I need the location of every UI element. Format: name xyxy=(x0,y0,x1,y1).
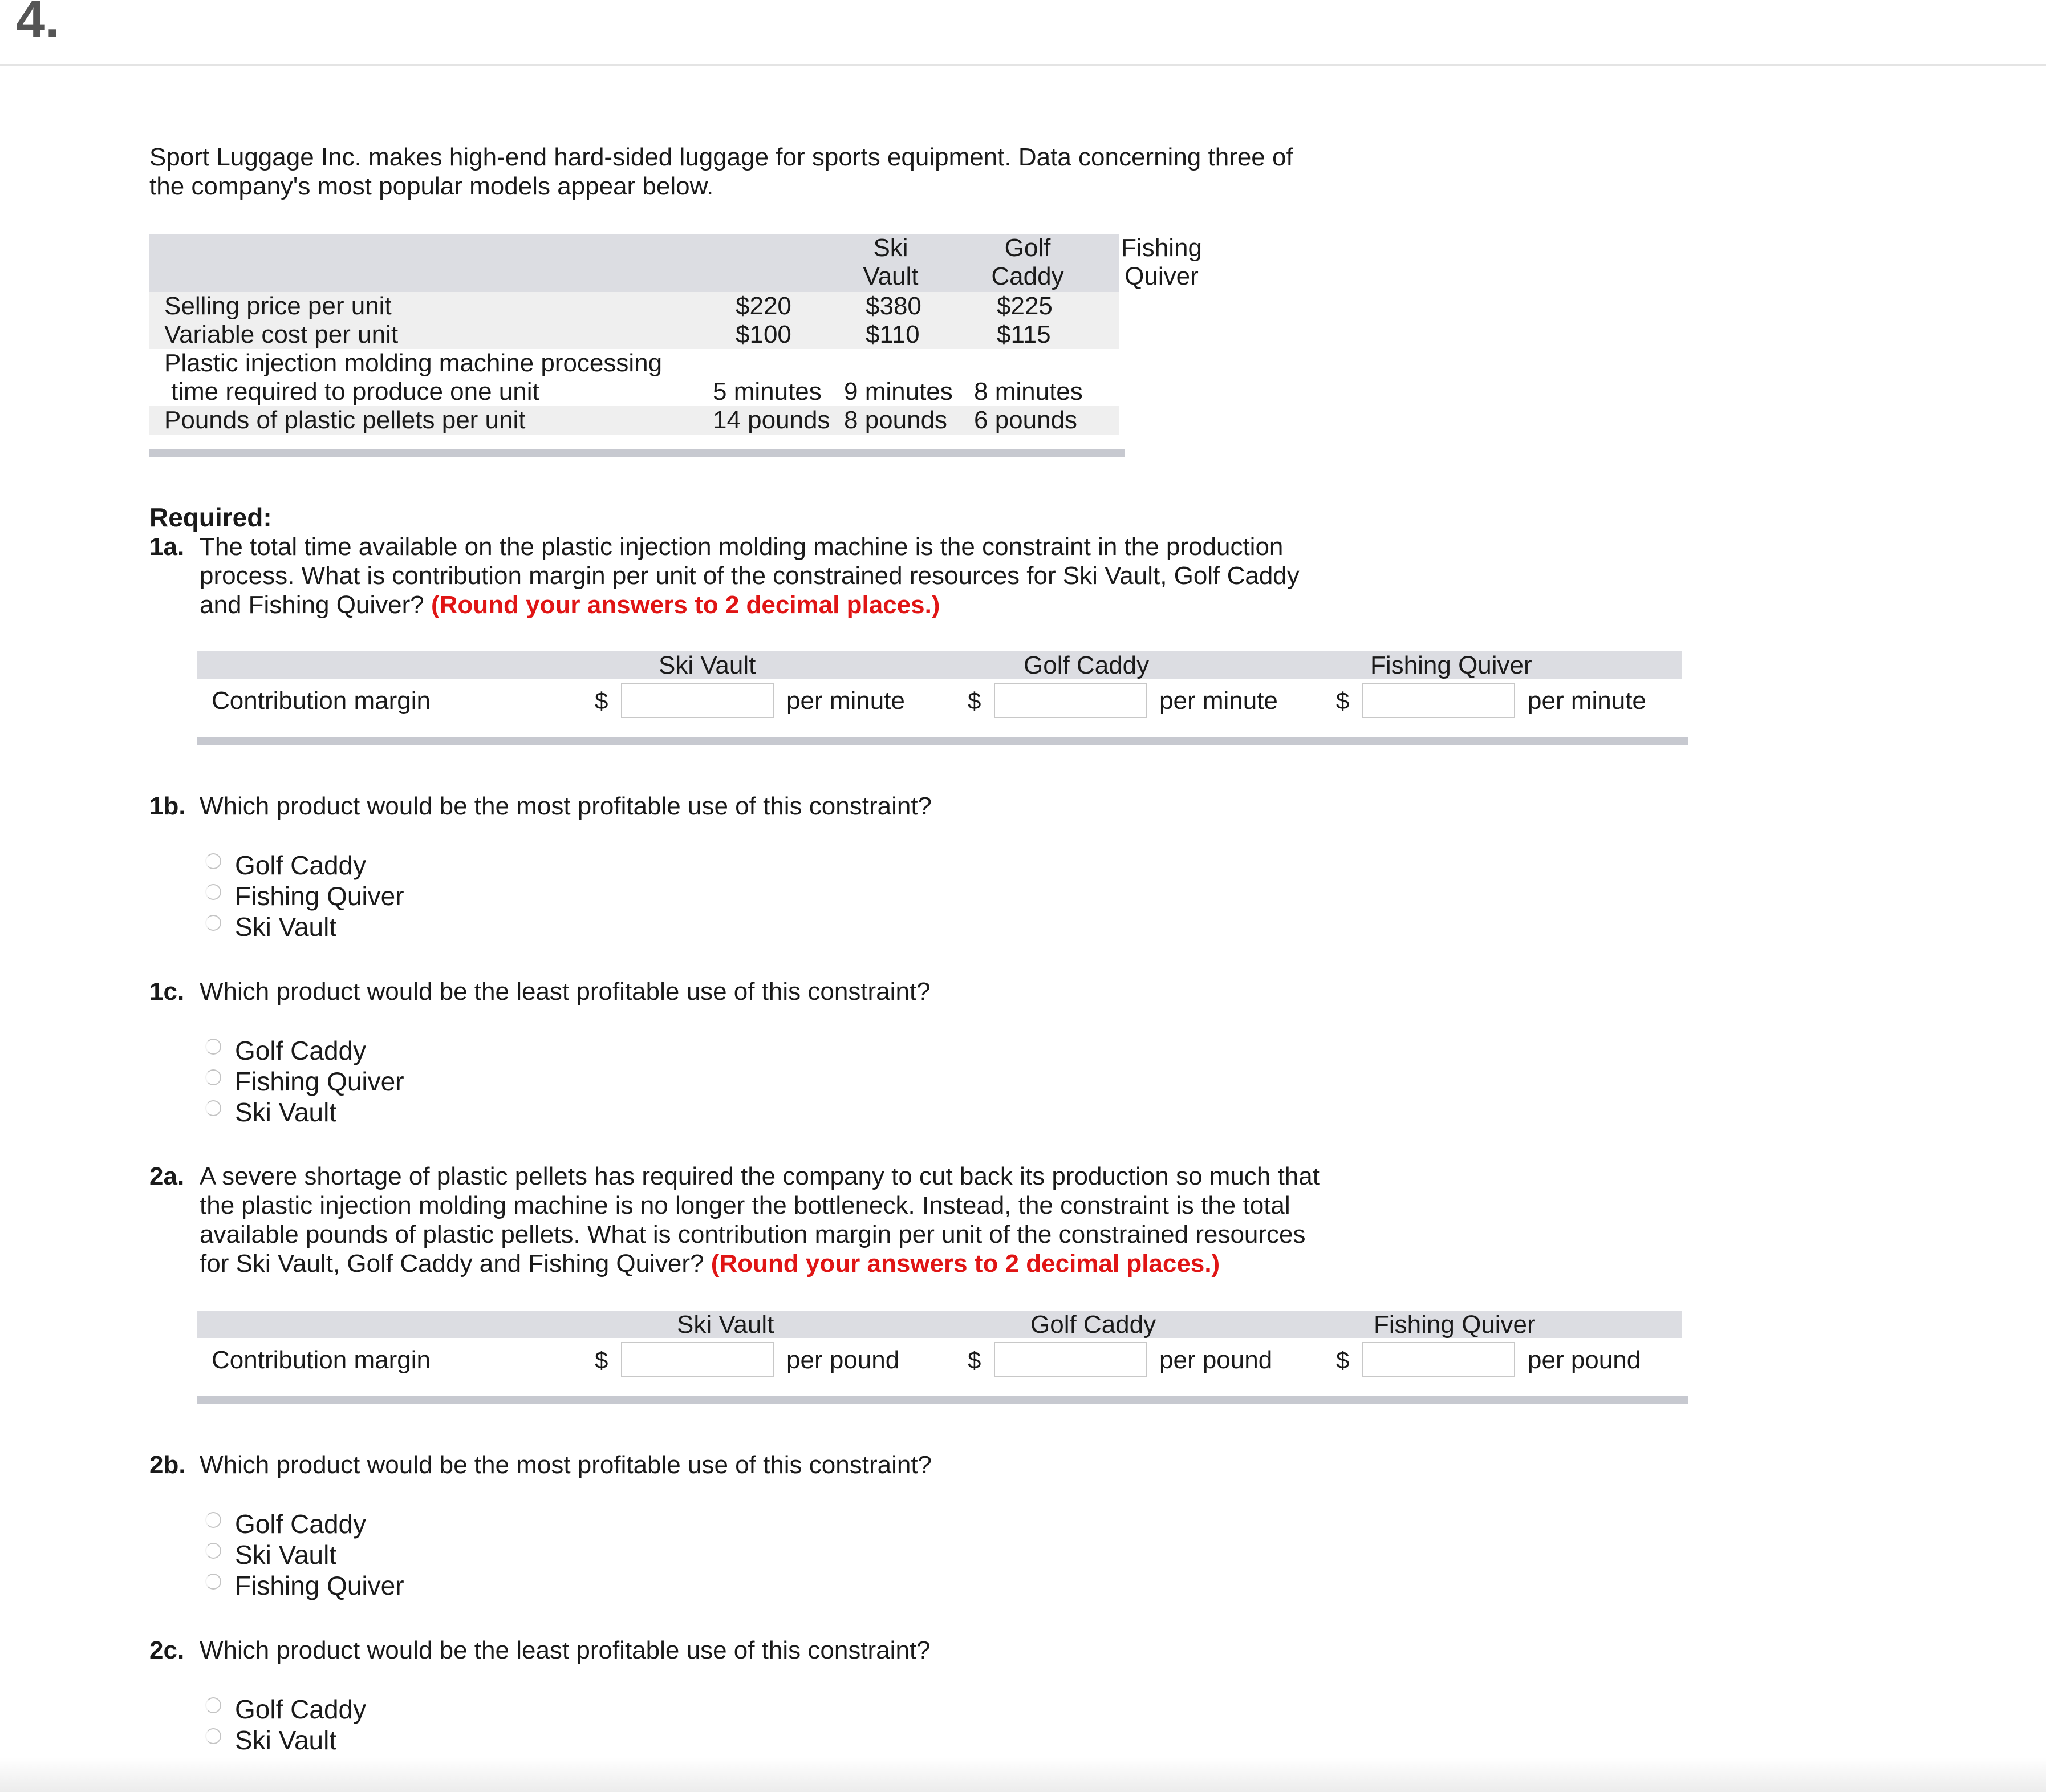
answer-header-fishing-quiver: Fishing Quiver xyxy=(1374,1311,1536,1339)
table-cell: 14 pounds xyxy=(713,406,830,434)
currency-symbol: $ xyxy=(595,1347,608,1373)
column-header-ski-vault: Ski Vault xyxy=(863,234,919,290)
required-heading: Required: xyxy=(149,502,272,532)
unit-label: per minute xyxy=(786,687,905,715)
row-label: Pounds of plastic pellets per unit xyxy=(164,406,526,434)
answer-bottom-bar xyxy=(197,737,1688,745)
table-cell: 6 pounds xyxy=(974,406,1078,434)
question-1c xyxy=(149,977,1432,1006)
radio-option[interactable]: Ski Vault xyxy=(205,1097,404,1128)
header-divider xyxy=(0,64,2046,66)
radio-group-1c xyxy=(205,1035,404,1128)
question-text: Which product would be the most profitable use of this constraint? xyxy=(200,792,932,820)
radio-group-1b xyxy=(205,850,404,942)
question-text: process. What is contribution margin per unit of the constrained resources for Ski Vault, Golf Caddy xyxy=(200,562,1300,590)
question-label: 2a. xyxy=(149,1162,185,1190)
golf-caddy-cm-per-minute-input[interactable] xyxy=(994,683,1147,718)
answer-header-ski-vault: Ski Vault xyxy=(659,651,756,679)
question-1b xyxy=(149,792,1432,821)
table-cell: 5 minutes xyxy=(713,378,822,406)
radio-option[interactable]: Golf Caddy xyxy=(205,1035,404,1066)
unit-label: per pound xyxy=(1159,1346,1273,1374)
radio-option[interactable]: Fishing Quiver xyxy=(205,881,404,911)
question-text: Which product would be the most profitable use of this constraint? xyxy=(200,1451,932,1479)
row-label: time required to produce one unit xyxy=(171,378,539,406)
fishing-quiver-cm-per-minute-input[interactable] xyxy=(1362,683,1515,718)
radio-button-icon[interactable] xyxy=(205,1512,221,1528)
unit-label: per pound xyxy=(786,1346,900,1374)
question-label: 1b. xyxy=(149,792,186,820)
table-cell: $115 xyxy=(997,321,1051,348)
currency-symbol: $ xyxy=(968,687,981,714)
table-cell: $100 xyxy=(736,321,791,348)
question-label: 2b. xyxy=(149,1451,186,1479)
currency-symbol: $ xyxy=(1336,687,1350,714)
radio-option[interactable]: Golf Caddy xyxy=(205,1509,404,1539)
question-text: the plastic injection molding machine is no longer the bottleneck. Instead, the constraint is the total xyxy=(200,1191,1290,1219)
question-text: Which product would be the least profitable use of this constraint? xyxy=(200,978,931,1006)
question-number: 4. xyxy=(16,0,60,48)
question-label: 2c. xyxy=(149,1636,185,1664)
radio-button-icon[interactable] xyxy=(205,1100,221,1116)
row-label: Variable cost per unit xyxy=(164,321,399,348)
radio-option[interactable]: Golf Caddy xyxy=(205,1694,404,1725)
question-2c xyxy=(149,1636,1432,1665)
radio-button-icon[interactable] xyxy=(205,853,221,869)
radio-button-icon[interactable] xyxy=(205,915,221,931)
table-cell: $220 xyxy=(736,292,791,320)
unit-label: per minute xyxy=(1528,687,1646,715)
radio-button-icon[interactable] xyxy=(205,1728,221,1744)
contribution-margin-label: Contribution margin xyxy=(212,687,431,715)
radio-option[interactable]: Fishing Quiver xyxy=(205,1066,404,1097)
question-text: and Fishing Quiver? xyxy=(200,591,424,619)
table-cell: 8 minutes xyxy=(974,378,1083,406)
answer-table-1a xyxy=(197,651,1688,748)
question-text: available pounds of plastic pellets. What is contribution margin per unit of the constrained resources xyxy=(200,1221,1306,1248)
currency-symbol: $ xyxy=(1336,1347,1350,1373)
answer-header-golf-caddy: Golf Caddy xyxy=(1024,651,1150,679)
product-data-table xyxy=(149,234,1202,460)
radio-button-icon[interactable] xyxy=(205,884,221,900)
question-1a xyxy=(149,532,1432,619)
rounding-note: (Round your answers to 2 decimal places.) xyxy=(711,1250,1220,1278)
answer-bottom-bar xyxy=(197,1396,1688,1404)
table-cell: $225 xyxy=(997,292,1053,320)
row-label: Plastic injection molding machine processing xyxy=(164,349,663,377)
question-text: A severe shortage of plastic pellets has required the company to cut back its production so much that xyxy=(200,1162,1320,1190)
radio-option[interactable]: Ski Vault xyxy=(205,911,404,942)
radio-button-icon[interactable] xyxy=(205,1069,221,1085)
question-text: for Ski Vault, Golf Caddy and Fishing Quiver? xyxy=(200,1250,704,1278)
row-label: Selling price per unit xyxy=(164,292,392,320)
table-cell: $380 xyxy=(866,292,921,320)
unit-label: per minute xyxy=(1159,687,1278,715)
column-header-golf-caddy: Golf Caddy xyxy=(991,234,1064,290)
question-label: 1c. xyxy=(149,978,185,1006)
answer-header-fishing-quiver: Fishing Quiver xyxy=(1370,651,1532,679)
radio-option[interactable]: Ski Vault xyxy=(205,1539,404,1570)
answer-header-golf-caddy: Golf Caddy xyxy=(1030,1311,1156,1339)
answer-table-2a xyxy=(197,1311,1688,1408)
table-cell: $110 xyxy=(866,321,920,348)
intro-paragraph xyxy=(149,143,1404,201)
table-cell: 9 minutes xyxy=(844,378,953,406)
ski-vault-cm-per-minute-input[interactable] xyxy=(621,683,774,718)
answer-header-ski-vault: Ski Vault xyxy=(677,1311,774,1339)
radio-option[interactable]: Ski Vault xyxy=(205,1725,404,1755)
intro-line: Sport Luggage Inc. makes high-end hard-sided luggage for sports equipment. Data concerning three of xyxy=(149,143,1293,171)
radio-button-icon[interactable] xyxy=(205,1039,221,1055)
window-bottom-edge xyxy=(0,1758,2046,1792)
intro-line: the company's most popular models appear below. xyxy=(149,172,714,200)
ski-vault-cm-per-pound-input[interactable] xyxy=(621,1342,774,1377)
question-text: Which product would be the least profitable use of this constraint? xyxy=(200,1636,931,1664)
radio-option[interactable]: Golf Caddy xyxy=(205,850,404,881)
question-text: The total time available on the plastic injection molding machine is the constraint in the production xyxy=(200,533,1284,561)
table-bottom-bar xyxy=(149,449,1125,457)
radio-button-icon[interactable] xyxy=(205,1574,221,1590)
currency-symbol: $ xyxy=(968,1347,981,1373)
fishing-quiver-cm-per-pound-input[interactable] xyxy=(1362,1342,1515,1377)
radio-group-2b xyxy=(205,1509,404,1601)
contribution-margin-label: Contribution margin xyxy=(212,1346,431,1374)
radio-option[interactable]: Fishing Quiver xyxy=(205,1570,404,1601)
column-header-fishing-quiver: Fishing Quiver xyxy=(1121,234,1202,290)
radio-button-icon[interactable] xyxy=(205,1543,221,1559)
radio-button-icon[interactable] xyxy=(205,1697,221,1713)
golf-caddy-cm-per-pound-input[interactable] xyxy=(994,1342,1147,1377)
table-cell: 8 pounds xyxy=(844,406,948,434)
unit-label: per pound xyxy=(1528,1346,1641,1374)
question-2a xyxy=(149,1162,1432,1278)
question-2b xyxy=(149,1450,1432,1479)
currency-symbol: $ xyxy=(595,687,608,714)
question-label: 1a. xyxy=(149,533,185,561)
rounding-note: (Round your answers to 2 decimal places.) xyxy=(431,591,940,619)
